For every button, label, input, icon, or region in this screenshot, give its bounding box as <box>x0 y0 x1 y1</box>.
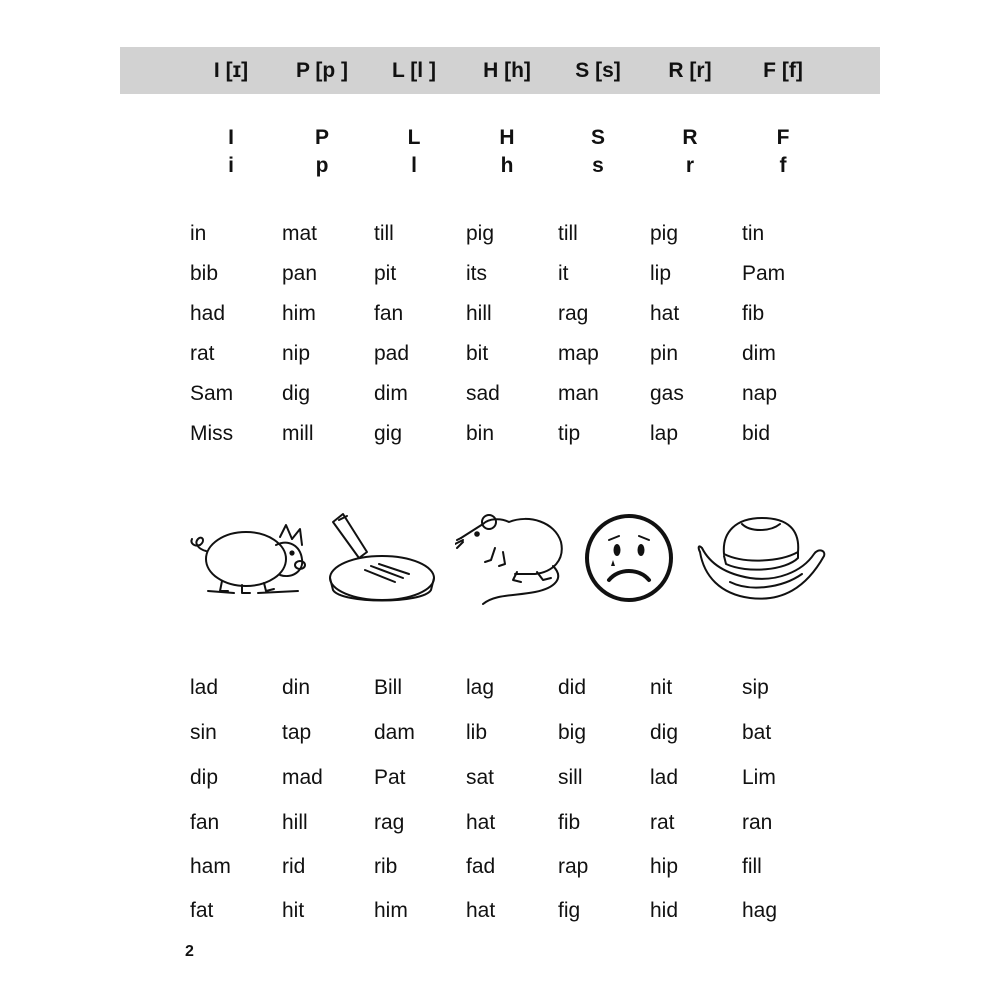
practice-word: him <box>282 302 316 325</box>
practice-word: Miss <box>190 422 234 445</box>
practice-word: dim <box>742 342 776 365</box>
practice-word: din <box>282 676 311 699</box>
practice-word: rag <box>558 302 589 325</box>
practice-word: rid <box>282 855 306 878</box>
practice-word: rib <box>374 855 398 878</box>
upper-letter: F <box>776 126 790 149</box>
page-number: 2 <box>185 943 194 960</box>
practice-word: mill <box>282 422 314 445</box>
sound-header-r: R [r] <box>668 59 712 82</box>
practice-word: mat <box>282 222 318 245</box>
upper-letter: R <box>682 126 698 149</box>
practice-word: had <box>190 302 226 325</box>
practice-word: pit <box>374 262 397 285</box>
practice-word: map <box>558 342 599 365</box>
lower-letter: f <box>779 154 787 177</box>
practice-word: ran <box>742 811 773 834</box>
lower-letter: l <box>411 154 417 177</box>
practice-word: Pam <box>742 262 786 285</box>
hat-picture <box>690 512 832 607</box>
practice-word: fib <box>742 302 765 325</box>
lower-letter: h <box>500 154 514 177</box>
practice-word: tip <box>558 422 581 445</box>
practice-word: nip <box>282 342 311 365</box>
practice-word: gig <box>374 422 403 445</box>
practice-word: pig <box>466 222 495 245</box>
practice-word: Bill <box>374 676 403 699</box>
practice-word: Lim <box>742 766 776 789</box>
practice-word: its <box>466 262 487 285</box>
frying-pan-picture <box>325 510 440 610</box>
lower-letter: s <box>592 154 604 177</box>
sound-header-s: S [s] <box>575 59 621 82</box>
practice-word: lap <box>650 422 679 445</box>
rat-picture <box>455 508 570 613</box>
practice-word: gas <box>650 382 684 405</box>
practice-word: lip <box>650 262 672 285</box>
upper-letter: I <box>228 126 234 149</box>
practice-word: mad <box>282 766 323 789</box>
practice-word: dip <box>190 766 219 789</box>
practice-word: hip <box>650 855 679 878</box>
practice-word: sip <box>742 676 769 699</box>
practice-word: bib <box>190 262 219 285</box>
practice-word: man <box>558 382 599 405</box>
practice-word: sat <box>466 766 495 789</box>
practice-word: hag <box>742 899 778 922</box>
practice-word: dim <box>374 382 408 405</box>
upper-letter: S <box>590 126 606 149</box>
practice-word: rap <box>558 855 589 878</box>
practice-word: fig <box>558 899 581 922</box>
lower-letter: r <box>685 154 695 177</box>
practice-word: Pat <box>374 766 406 789</box>
practice-word: rat <box>650 811 675 834</box>
practice-word: rat <box>190 342 215 365</box>
practice-word: till <box>374 222 394 245</box>
practice-word: it <box>558 262 569 285</box>
practice-word: hill <box>466 302 492 325</box>
practice-word: nap <box>742 382 778 405</box>
practice-word: fat <box>190 899 214 922</box>
sad-face-picture <box>583 512 675 604</box>
upper-letter: L <box>407 126 421 149</box>
practice-word: sad <box>466 382 500 405</box>
practice-word: bit <box>466 342 489 365</box>
upper-letter: H <box>499 126 515 149</box>
practice-word: lad <box>650 766 679 789</box>
practice-word: fib <box>558 811 581 834</box>
practice-word: lib <box>466 721 488 744</box>
practice-word: lad <box>190 676 219 699</box>
practice-word: hat <box>466 899 496 922</box>
practice-word: fad <box>466 855 496 878</box>
practice-word: big <box>558 721 587 744</box>
practice-word: pad <box>374 342 410 365</box>
practice-word: fan <box>190 811 220 834</box>
practice-word: him <box>374 899 408 922</box>
practice-word: bin <box>466 422 495 445</box>
sound-header-h: H [h] <box>483 59 531 82</box>
practice-word: bid <box>742 422 771 445</box>
pig-picture <box>188 515 313 595</box>
practice-word: tin <box>742 222 765 245</box>
sound-header-bar <box>120 47 880 94</box>
practice-word: ham <box>190 855 231 878</box>
practice-word: hat <box>650 302 680 325</box>
practice-word: pig <box>650 222 679 245</box>
practice-word: sill <box>558 766 583 789</box>
sound-header-f: F [f] <box>763 59 803 82</box>
practice-word: in <box>190 222 207 245</box>
practice-word: fan <box>374 302 404 325</box>
practice-word: bat <box>742 721 772 744</box>
practice-word: dig <box>650 721 679 744</box>
practice-word: sin <box>190 721 217 744</box>
practice-word: dam <box>374 721 415 744</box>
practice-word: hat <box>466 811 496 834</box>
sound-header-i: I [ɪ] <box>213 59 249 82</box>
practice-word: pan <box>282 262 318 285</box>
practice-word: hit <box>282 899 305 922</box>
practice-word: nit <box>650 676 673 699</box>
practice-word: tap <box>282 721 312 744</box>
sound-header-p: P [p ] <box>295 59 349 82</box>
practice-word: till <box>558 222 578 245</box>
upper-letter: P <box>314 126 330 149</box>
sound-header-l: L [l ] <box>392 59 436 82</box>
practice-word: hid <box>650 899 679 922</box>
practice-word: did <box>558 676 587 699</box>
practice-word: dig <box>282 382 311 405</box>
lower-letter: i <box>228 154 234 177</box>
practice-word: fill <box>742 855 762 878</box>
practice-word: lag <box>466 676 495 699</box>
practice-word: rag <box>374 811 405 834</box>
lower-letter: p <box>315 154 329 177</box>
practice-word: hill <box>282 811 308 834</box>
practice-word: pin <box>650 342 679 365</box>
practice-word: Sam <box>190 382 234 405</box>
